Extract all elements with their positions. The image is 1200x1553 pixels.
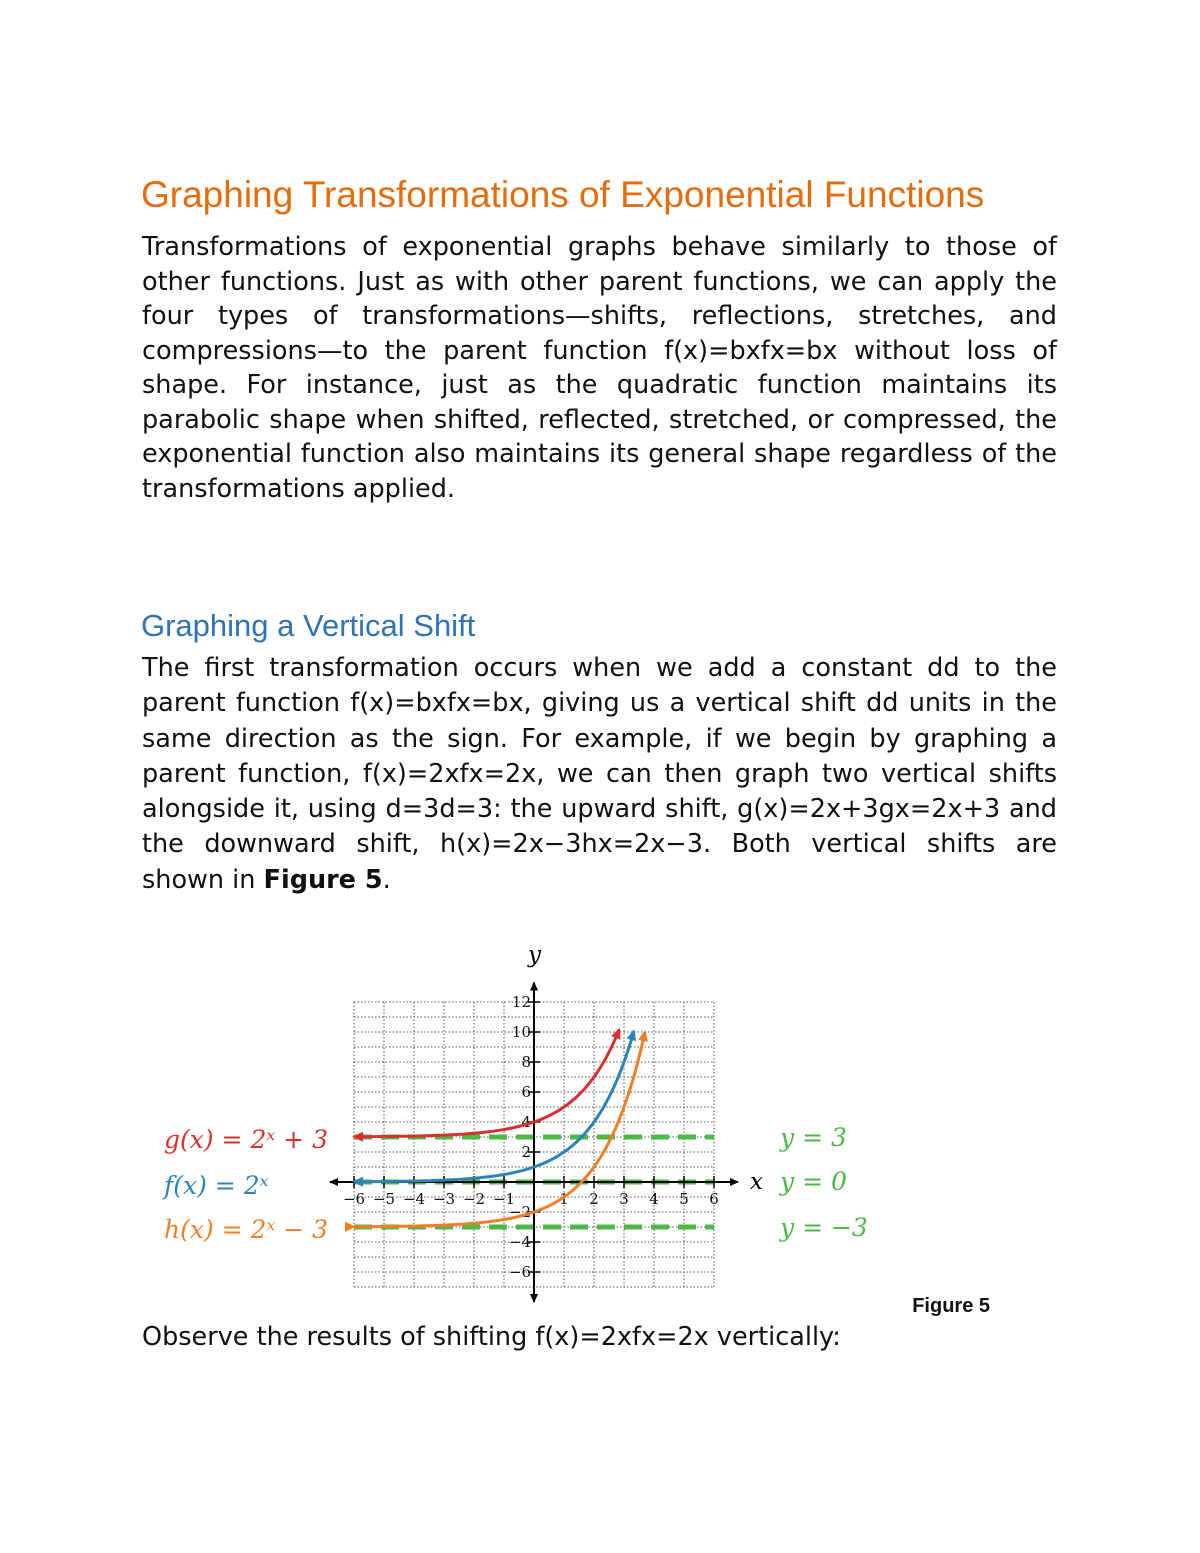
- f-function-label: f(x) = 2ˣ: [164, 1171, 269, 1200]
- x-tick-label: 1: [559, 1190, 569, 1208]
- figure-5: [150, 938, 1030, 1310]
- observe-paragraph: Observe the results of shifting f(x)=2xfx=2x vertically:: [142, 1322, 841, 1352]
- para2-text: The first transformation occurs when we add a constant dd to the parent function f(x)=bxfx=bx, giving us a vertical shift dd units in the same direction as the sign. For example, if we begin by graphing a parent function, f(x)=2xfx=2x, we can then graph two vertical shifts alongside it, using d=3d=3: the upward shift, g(x)=2x+3gx=2x+3 and the downward shift, h(x)=2x−3hx=2x−3. Both vertical shifts are shown in: [142, 653, 1057, 895]
- x-tick-label: 3: [619, 1190, 629, 1208]
- x-tick-label: −2: [462, 1190, 486, 1208]
- x-tick-label: 2: [589, 1190, 599, 1208]
- y-tick-label: −2: [508, 1203, 531, 1221]
- y-tick-label: 10: [511, 1023, 531, 1041]
- y-tick-label: 8: [521, 1053, 531, 1071]
- curve-f: [354, 1031, 634, 1182]
- y-tick-label: 4: [521, 1113, 531, 1131]
- curve-f-arrowhead: [632, 1031, 634, 1036]
- x-tick-label: −6: [342, 1190, 366, 1208]
- y-tick-label: 12: [511, 993, 531, 1011]
- asymptote-label-0: y = 0: [780, 1167, 847, 1196]
- curve-h-arrowhead: [644, 1032, 646, 1039]
- x-tick-label: −3: [432, 1190, 456, 1208]
- page-title: Graphing Transformations of Exponential Functions: [141, 174, 985, 215]
- figure-reference: Figure 5: [263, 864, 383, 895]
- intro-paragraph: Transformations of exponential graphs behave similarly to those of other functions. Just as with other parent functions, we can apply the four types of transformations—shifts, reflections, stretches, and compressions—to the parent function f(x)=bxfx=bx without loss of shape. For instance, just as the quadratic function maintains its parabolic shape when shifted, reflected, stretched, or compressed, the exponential function also maintains its general shape regardless of the transformations applied.: [142, 232, 1057, 504]
- g-function-label: g(x) = 2ˣ + 3: [164, 1125, 328, 1154]
- asymptote-label-neg3: y = −3: [780, 1213, 868, 1242]
- curve-g: [354, 1030, 619, 1137]
- x-tick-label: −5: [372, 1190, 396, 1208]
- y-tick-label: −4: [508, 1233, 531, 1251]
- para2-end: .: [382, 864, 391, 895]
- exponential-chart: [150, 938, 1030, 1310]
- y-tick-label: −6: [508, 1263, 531, 1281]
- axes: [330, 983, 738, 1303]
- x-tick-label: 4: [649, 1190, 659, 1208]
- y-tick-label: 2: [521, 1143, 531, 1161]
- x-axis-label: x: [750, 1169, 763, 1195]
- x-tick-label: −1: [492, 1190, 516, 1208]
- curve-g-arrowhead: [618, 1030, 620, 1034]
- x-tick-label: 5: [679, 1190, 689, 1208]
- y-axis-label: y: [528, 942, 541, 968]
- vertical-shift-paragraph: [142, 651, 1057, 898]
- asymptote-label-3: y = 3: [780, 1123, 847, 1152]
- x-tick-label: 6: [709, 1190, 719, 1208]
- h-function-label: h(x) = 2ˣ − 3: [164, 1215, 329, 1244]
- section-heading: Graphing a Vertical Shift: [141, 608, 476, 643]
- figure-caption: Figure 5: [912, 1295, 990, 1317]
- x-tick-label: −4: [402, 1190, 426, 1208]
- y-tick-label: 6: [521, 1083, 531, 1101]
